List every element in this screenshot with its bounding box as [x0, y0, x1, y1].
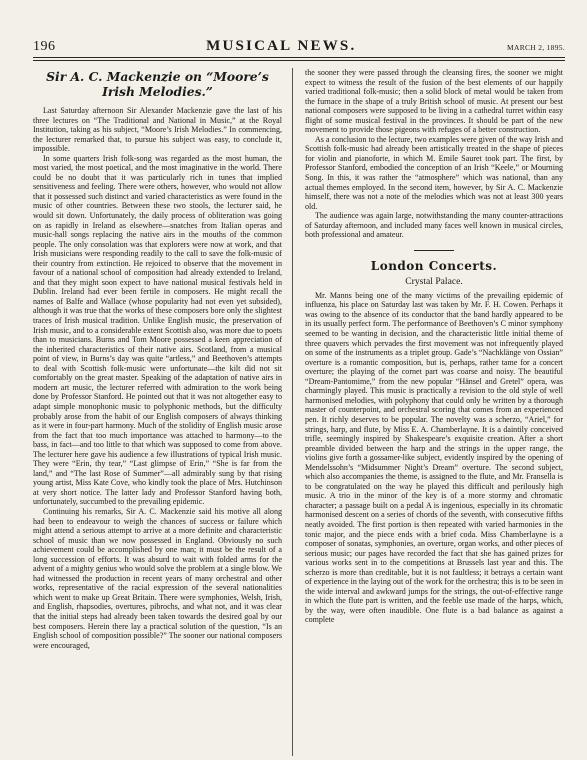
article-paragraph: The audience was again large, notwithstanding the many counter-attractions of Saturday afternoon, and included many faces well known in musical circles, both professional and amateur. — [305, 211, 563, 240]
article-paragraph: Last Saturday afternoon Sir Alexander Mackenzie gave the last of his three lectures on “The Traditional and National in Music,” at the Royal Institution, taking as his subject, “Moore’s Irish Melodies.” In commencing, the lecturer remarked that, to pursue his subject was easy, to conclude it, impossible. — [33, 106, 282, 154]
column-divider — [292, 68, 293, 756]
article-paragraph: the sooner they were passed through the cleansing fires, the sooner we might expect to witness the result of the fusion of the best elements of our happily varied traditional folk-music; then a solid block of metal would be taken from the furnace in the shape of a truly British school of music. At present our best national composers were supposed to be living in a cathedral turret within easy flight of some musical festival in the provinces. It should be part of the new movement to provide those pigeons with refuges of a better construction. — [305, 68, 563, 135]
article-paragraph: In some quarters Irish folk-song was regarded as the most human, the most varied, the most poetical, and the most imaginative in the world. There could be no doubt that it was particularly rich in tunes that implied sensitiveness and feeling. There were others, however, who would not allow that it possessed such distinct and varied characteristics as were found in the music of other countries. Between these two stools, the lecturer said, he would sit down. Unfortunately, the daily process of obliteration was going on as rapidly in Ireland as elsewhere—snatches from Italian operas and music-hall songs replacing the native airs in the mouths of the common people. The only consolation was that explorers were now at work, and that Irish musicians were responding readily to the call to save the folk-music of their country from extinction. He rejoiced to observe that the movement in favour of a national school of composition had already extended to Ireland, and that they might soon expect to have national musical festivals held in Dublin. Ireland had ever been fertile in composers. He might recall the names of Balfe and Wallace (whose popularity had not even yet subsided), although it was true that the works of these composers bore only the slightest traces of Irish musical tradition. Unlike English music, the preservation of Irish music, and to a considerable extent Scottish also, was more due to poets than to musicians. Burns and Tom Moore possessed a keen appreciation of the inherited characteristics of their native airs. Scotland, from a musical point of view, in Burns’s day was quite “artless,” and Beethoven’s attempts to deal with Scottish folk-music were unfortunate—the kilt did not sit comfortably on the great master. Speaking of the adaptation of native airs in modern art music, the lecturer referred with admiration to the work being done by Professor Stanford. He pointed out that it was not altogether easy to adapt simple monophonic music to polyphonic methods, but the difficulty probably arose from the habit of our English composers of always thinking as it were in four-part harmony. Much of the stolidity of English music arose from the fact that too much importance was attached to harmony—to the bass, in fact—and too little to that which was supposed to come from above. The lecturer here gave his audience a few illustrations of typical Irish music. They were “Erin, thy tear,” “Last glimpse of Erin,” “She is far from the land,” and “The last Rose of Summer”—all admirably sung by that rising young artist, Miss Kate Cove, who kindly took the place of Mrs. Hutchinson at very short notice. The latter lady and Professor Stanford having both, unfortunately, succumbed to the prevailing epidemic. — [33, 153, 282, 507]
article-title: Sir A. C. Mackenzie on “Moore’s Irish Melodies.” — [46, 69, 269, 99]
left-column — [33, 68, 282, 758]
section-title: London Concerts. — [370, 258, 498, 273]
journal-title: MUSICAL NEWS. — [206, 38, 357, 54]
right-column — [305, 68, 563, 758]
article-paragraph: Continuing his remarks, Sir A. C. Mackenzie said his motive all along had been to endeavour to weigh the chances of success or failure which might attend a serious attempt to arrive at a more definite and characteristic school of music than we now possessed in England. Obviously no such achievement could be accomplished by one man; it must be the result of a long succession of efforts. It was absurd to wait with folded arms for the advent of a mighty genius who would solve the problem at a single blow. We had witnessed the production in recent years of many orchestral and other works, representative of the racial expression of the several nationalities which went to make up Great Britain. There were symphonies, Welsh, Irish, and English, rhapsodies, overtures, pibrochs, and what not, and it was clear that the initial steps had already been taken towards the desired goal by our best composers. Herein there lay a practical solution of the question, “Is an English school of composition possible?” The sooner our national composers were encouraged, — [33, 506, 282, 650]
header-rule-thin — [33, 60, 565, 61]
page-header — [33, 38, 565, 54]
issue-date: MARCH 2, 1895. — [507, 43, 565, 52]
article-paragraph: Mr. Manns being one of the many victims of the prevailing epidemic of influenza, his place on Saturday last was taken by Mr. F. H. Cowen. Perhaps it was owing to the absence of its conductor that the band hardly appeared to be in its usually perfect form. The performance of Beethoven’s C minor symphony seemed to be wanting in decision, and the characteristic little initial theme of three quavers which pervades the first movement was not infrequently played on some of the instruments as a triplet group. Gade’s “Nachklänge von Ossian” overture is a romantic composition, but is, perhaps, rather tame for a concert overture; the playing of the cornet part was coarse and noisy. The beautiful “Dream-Pantomime,” from the new popular “Hänsel and Gretel” opera, was charmingly played. This music is practically a revision to the old style of well harmonised melodies, with polyphony that could only be written by a thorough master of counterpoint, and orchestral scoring that comes from an experienced pen. It richly deserves to be popular. The novelty was a scherzo, “Ariel,” for strings, harp, and flute, by Miss E. A. Chamberlayne. It is a daintily conceived trifle, seemingly inspired by Shakespeare’s exquisite creation. After a short preamble divided between the harp and the strings in the upper range, the violins give forth a gossamer-like subject, evidently inspired by the opening of Mendelssohn’s “Midsummer Night’s Dream” overture. The second subject, which also accompanies the theme, is assigned to the flute, and Mr. Fransella is to be congratulated on the way he played this difficult and perilously high music. A trio in the minor of the key is of a more stormy and chromatic character; a passage built on a pedal A is ingenious, especially in its chromatic harmonised descent on a series of chords of the seventh, with consecutive fifths neatly avoided. The first portion is then repeated with varied harmonies in the tonic major, and the piece ends with a brief coda. Miss Chamberlayne is a composer of sonatas, symphonies, an overture, organ works, and other pieces of serious music; our pages have recorded the fact that she has gained prizes for various works sent in to the competitions at Brussels last year and this. The scherzo is more than creditable, but it is not faultless; it betrays a certain want of experience in the laying out of the work for the orchestra; this is to be seen in the wide interval and awkward jumps for the strings, the out-of-effective range in which the flute part is written, and the feeble use made of the harps, which, by the way, were often inaudible. One flute is a bad balance as against a complete — [305, 290, 563, 625]
page-number: 196 — [33, 39, 56, 54]
header-rule — [33, 57, 565, 58]
section-subheading: Crystal Palace. — [405, 275, 463, 287]
article-paragraph: As a conclusion to the lecture, two examples were given of the way Irish and Scottish folk-music had already been artistically treated in the shape of pieces for violin and pianoforte, in which M. Emile Sauret took part. The first, by Professor Stanford, embodied the conception of an Irish “Keele,” or Mourning Song. In this, it was rather the “atmosphere” which was national, than any actual themes employed. In the second item, however, by Sir A. C. Mackenzie himself, there was not a note of the melodies which was not at least 300 years old. — [305, 134, 563, 211]
section-separator — [414, 250, 454, 251]
